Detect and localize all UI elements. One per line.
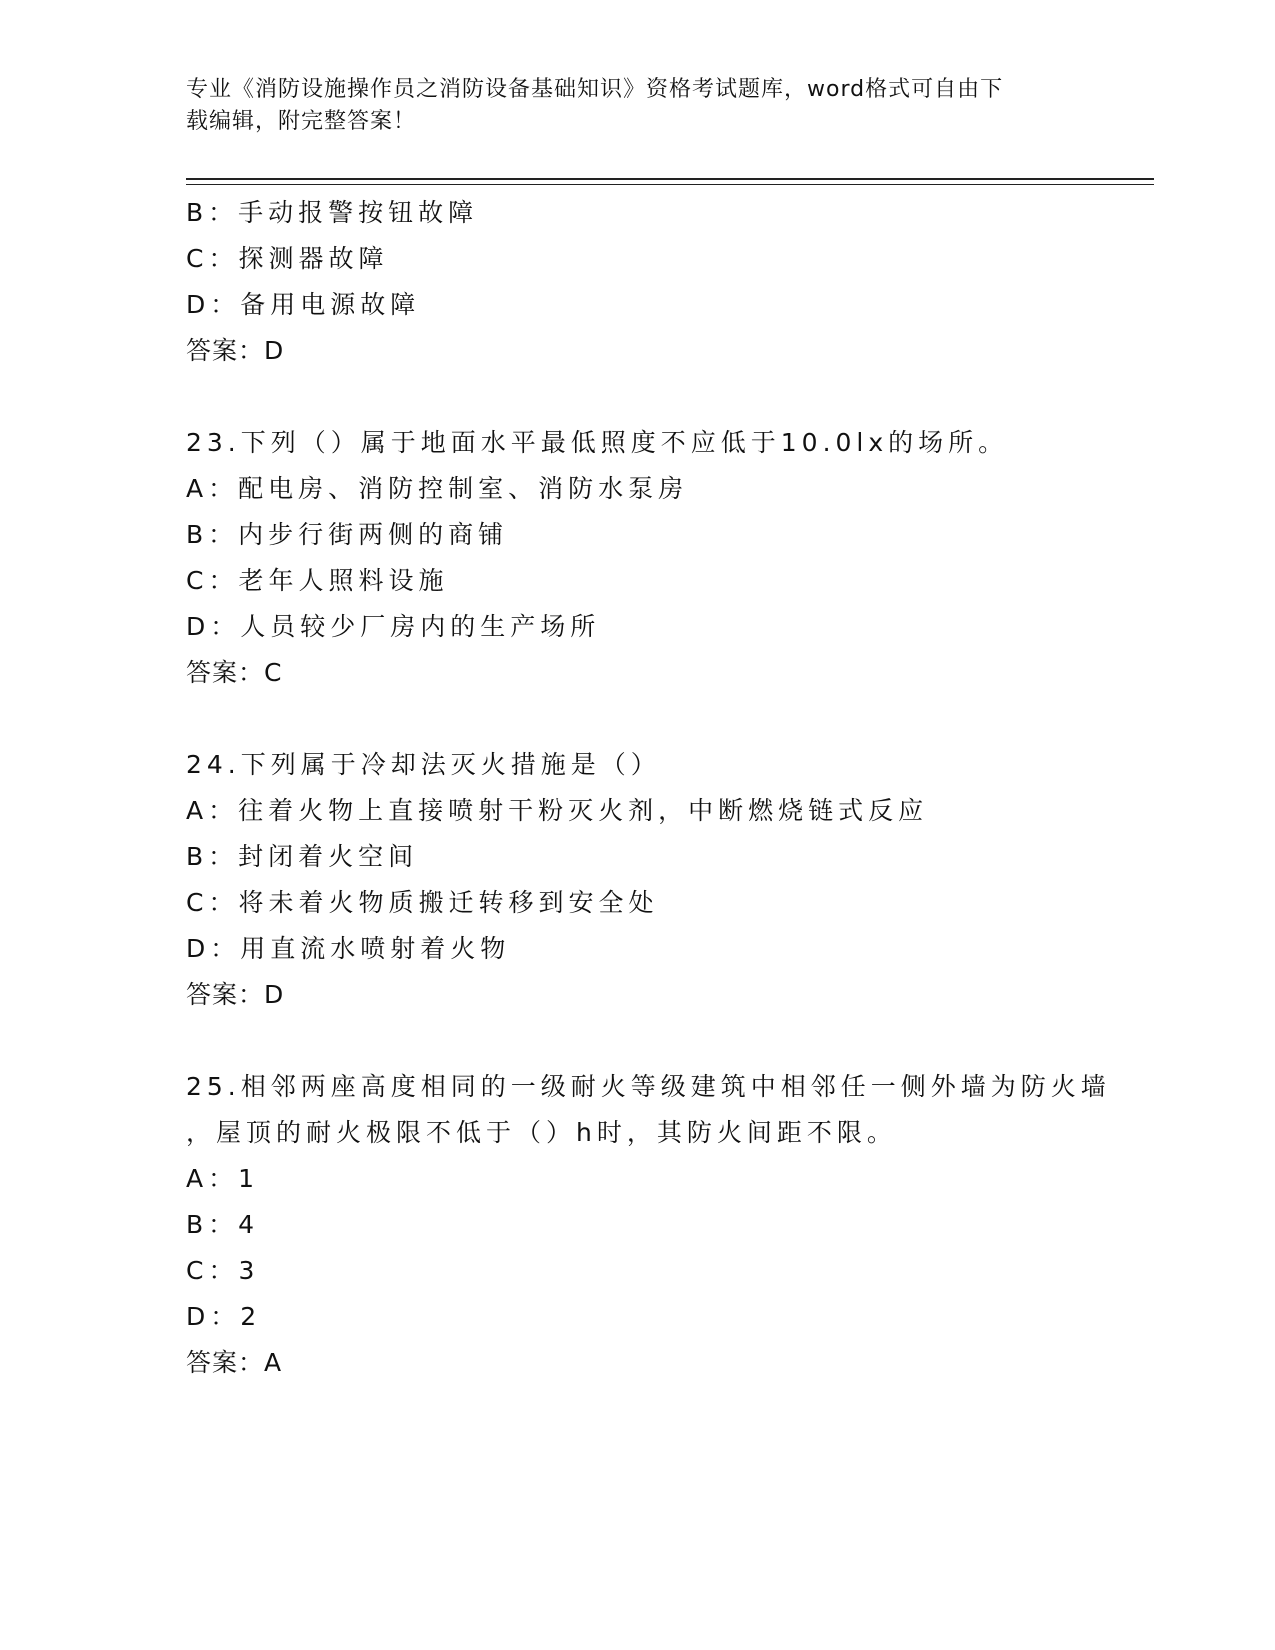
answer-line: 答案：D — [186, 336, 285, 365]
spacer — [186, 374, 1086, 420]
option-b: B：4 — [186, 1210, 260, 1239]
spacer — [186, 1018, 1086, 1064]
option-a: A：1 — [186, 1164, 260, 1193]
header-divider-thick — [186, 178, 1154, 180]
answer-line: 答案：A — [186, 1348, 283, 1377]
spacer — [186, 696, 1086, 742]
header-line-2: 载编辑，附完整答案！ — [186, 109, 417, 134]
question-25 — [186, 1064, 1111, 1386]
question-24 — [186, 742, 1086, 1018]
question-stem-line-1: 25.相邻两座高度相同的一级耐火等级建筑中相邻任一侧外墙为防火墙 — [186, 1072, 1111, 1101]
document-header — [186, 74, 1066, 138]
question-list — [186, 190, 1111, 1386]
option-c: C：将未着火物质搬迁转移到安全处 — [186, 888, 659, 917]
option-d: D：备用电源故障 — [186, 290, 421, 319]
answer-line: 答案：D — [186, 980, 285, 1009]
question-22 — [186, 190, 1086, 374]
header-line-1: 专业《消防设施操作员之消防设备基础知识》资格考试题库，word格式可自由下 — [186, 77, 1004, 102]
question-23 — [186, 420, 1086, 696]
option-c: C：探测器故障 — [186, 244, 389, 273]
option-b: B：封闭着火空间 — [186, 842, 419, 871]
header-divider-thin — [186, 184, 1154, 185]
option-d: D：人员较少厂房内的生产场所 — [186, 612, 601, 641]
question-stem-line-2: ，屋顶的耐火极限不低于（）h时，其防火间距不限。 — [186, 1118, 897, 1147]
option-b: B：内步行街两侧的商铺 — [186, 520, 509, 549]
option-b: B：手动报警按钮故障 — [186, 198, 479, 227]
option-d: D：用直流水喷射着火物 — [186, 934, 511, 963]
option-a: A：往着火物上直接喷射干粉灭火剂，中断燃烧链式反应 — [186, 796, 929, 825]
option-c: C：3 — [186, 1256, 260, 1285]
option-c: C：老年人照料设施 — [186, 566, 449, 595]
question-stem: 24.下列属于冷却法灭火措施是（） — [186, 750, 661, 779]
option-d: D：2 — [186, 1302, 262, 1331]
option-a: A：配电房、消防控制室、消防水泵房 — [186, 474, 689, 503]
answer-line: 答案：C — [186, 658, 283, 687]
question-stem: 23.下列（）属于地面水平最低照度不应低于10.0lx的场所。 — [186, 428, 1009, 457]
